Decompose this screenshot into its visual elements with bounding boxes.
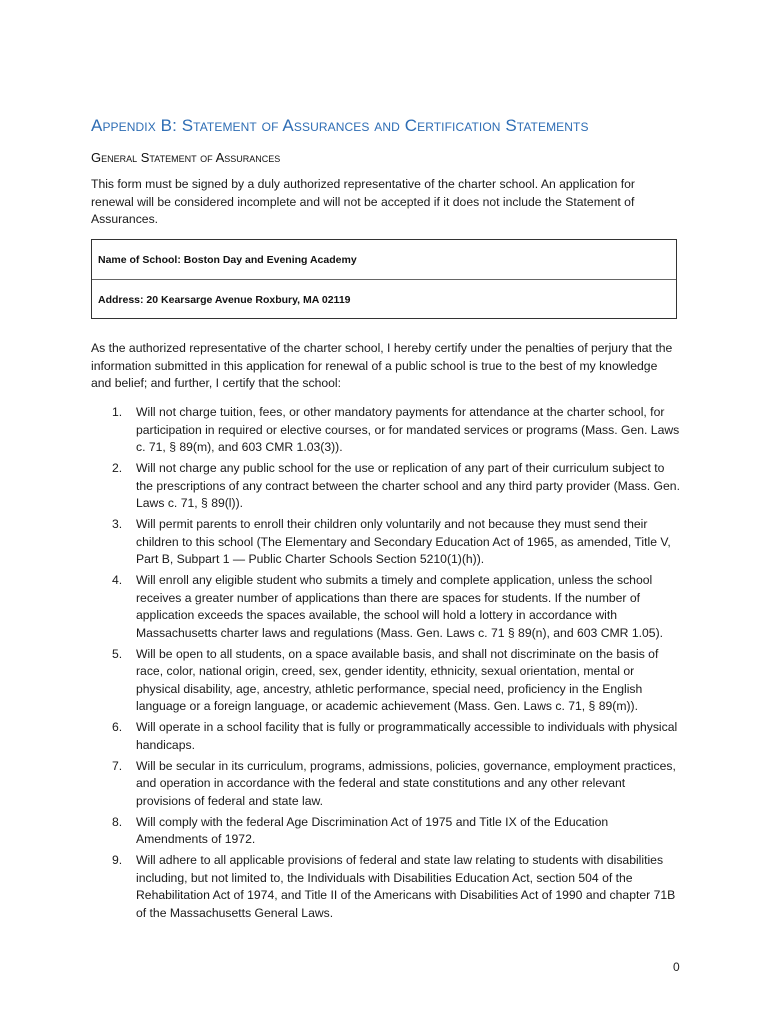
assurance-text: Will not charge any public school for the use or replication of any part of their curriculum subject to the prescriptions of any contract between the charter school and any third party provider (Mass. Gen. Laws c. 71, § 89(l)). bbox=[136, 461, 680, 510]
assurance-number: 8. bbox=[112, 814, 123, 829]
school-address-field: Address: 20 Kearsarge Avenue Roxbury, MA 02119 bbox=[98, 294, 351, 306]
assurance-number: 3. bbox=[112, 517, 123, 531]
assurance-item bbox=[91, 814, 681, 849]
section-heading: General Statement of Assurances bbox=[91, 150, 281, 165]
assurance-item bbox=[91, 852, 681, 922]
assurance-text: Will be open to all students, on a space available basis, and shall not discriminate on the basis of race, color, national origin, creed, sex, gender identity, ethnicity, sexual orientation, mental or physical disability, age, ancestry, athletic performance, special need, proficiency in the English language or a foreign language, or academic achievement (Mass. Gen. Laws c. 71, § 89(m)). bbox=[136, 646, 659, 713]
assurance-item bbox=[91, 572, 681, 642]
assurance-item bbox=[91, 460, 681, 513]
assurance-text: Will operate in a school facility that is fully or programmatically accessible to individuals with physical handicaps. bbox=[136, 720, 678, 752]
assurance-number: 6. bbox=[112, 720, 123, 734]
assurance-text: Will comply with the federal Age Discrimination Act of 1975 and Title IX of the Education Amendments of 1972. bbox=[136, 814, 609, 846]
assurance-text: Will enroll any eligible student who submits a timely and complete application, unless the school receives a greater number of applications than there are spaces for students. If the number of application exceeds the spaces available, the school will hold a lottery in accordance with Massachusetts charter laws and regulations (Mass. Gen. Laws c. 71 § 89(n), and 603 CMR 1.05). bbox=[136, 573, 664, 640]
certification-paragraph: As the authorized representative of the charter school, I hereby certify under the penalties of perjury that the information submitted in this application for renewal of a public school is true to the best of my knowledge and belief; and further, I certify that the school: bbox=[91, 341, 673, 390]
school-info-box bbox=[91, 239, 677, 319]
page-number: 0 bbox=[673, 960, 680, 974]
assurance-number: 5. bbox=[112, 646, 123, 661]
assurance-number: 7. bbox=[112, 758, 123, 773]
assurance-item bbox=[91, 719, 681, 754]
assurance-text: Will be secular in its curriculum, programs, admissions, policies, governance, employment practices, and operation in accordance with the federal and state constitutions and any other relevant provisions of federal and state law. bbox=[136, 758, 676, 808]
intro-paragraph: This form must be signed by a duly authorized representative of the charter school. An application for renewal will be considered incomplete and will not be accepted if it does not include the Statement of Assurances. bbox=[91, 177, 635, 226]
appendix-title: Appendix B: Statement of Assurances and Certification Statements bbox=[91, 116, 589, 135]
assurance-item bbox=[91, 758, 681, 811]
assurance-list bbox=[91, 404, 681, 926]
assurance-number: 4. bbox=[112, 573, 123, 587]
assurance-text: Will adhere to all applicable provisions of federal and state law relating to students with disabilities including, but not limited to, the Individuals with Disabilities Education Act, section 504 of the Rehabilitation Act of 1974, and Title II of the Americans with Disabilities Act of 1990 and chapter 71B of the Massachusetts General Laws. bbox=[136, 853, 676, 920]
assurance-item bbox=[91, 404, 681, 457]
assurance-number: 2. bbox=[112, 461, 123, 475]
school-name-field: Name of School: Boston Day and Evening Academy bbox=[92, 240, 676, 280]
assurance-number: 1. bbox=[112, 405, 123, 419]
assurance-text: Will permit parents to enroll their children only voluntarily and not because they must send their children to this school (The Elementary and Secondary Education Act of 1965, as amended, Title V, Part B, Subpart 1 — Public Charter Schools Section 5210(1)(h)). bbox=[136, 517, 671, 566]
assurance-text: Will not charge tuition, fees, or other mandatory payments for attendance at the charter school, for participation in required or elective courses, or for mandated services or programs (Mass. Gen. Laws c. 71, § 89(m), and 603 CMR 1.03(3)). bbox=[136, 405, 680, 454]
assurance-item bbox=[91, 516, 681, 569]
assurance-number: 9. bbox=[112, 853, 123, 867]
assurance-item bbox=[91, 646, 681, 716]
